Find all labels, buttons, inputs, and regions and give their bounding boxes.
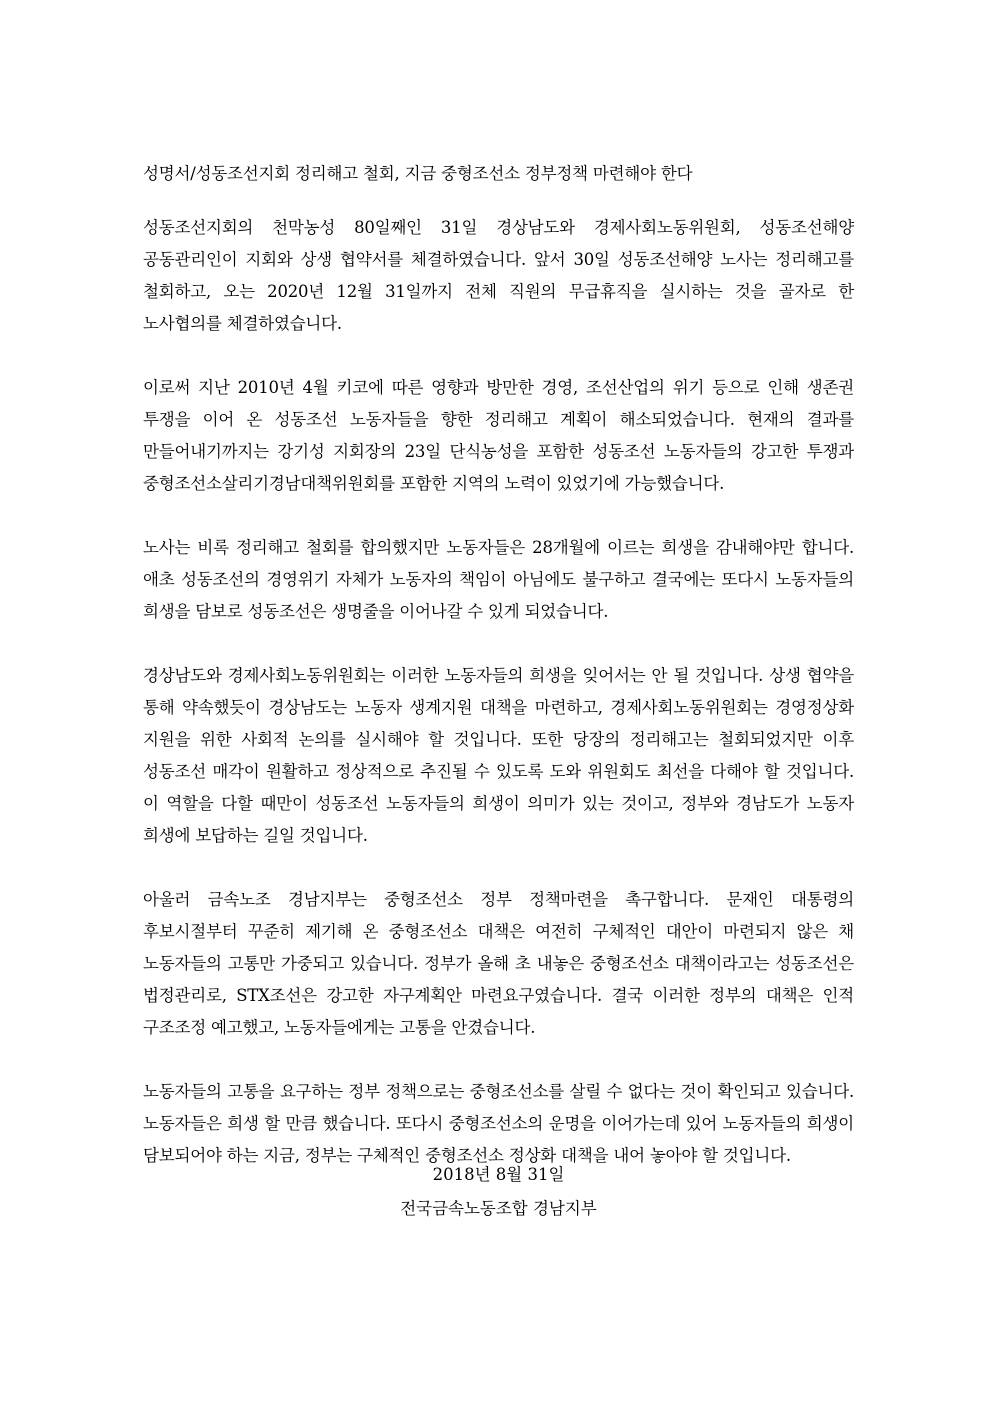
paragraph-background: 이로써 지난 2010년 4월 키코에 따른 영향과 방만한 경영, 조선산업의 위기 등으로 인해 생존권 투쟁을 이어 온 성동조선 노동자들을 향한 정리해고 계획이 해소되었습니다. 현재의 결과를 만들어내기까지는 강기성 지회장의 23일 단식농성을 포함한 성동조선 노동자들의 강고한 투쟁과 중형조선소살리기경남대책위원회를 포함한 지역의 노력이 있었기에 가능했습니다. bbox=[143, 378, 854, 493]
statement-signature: 전국금속노동조합 경남지부 bbox=[400, 1199, 597, 1218]
statement-date: 2018년 8월 31일 bbox=[432, 1165, 565, 1184]
paragraph-sacrifice: 노사는 비록 정리해고 철회를 합의했지만 노동자들은 28개월에 이르는 희생을 감내해야만 합니다. 애초 성동조선의 경영위기 자체가 노동자의 책임이 아님에도 불구하고 결국에는 또다시 노동자들의 희생을 담보로 성동조선은 생명줄을 이어나갈 수 있게 되었습니다. bbox=[143, 538, 854, 621]
paragraph-province-committee: 경상남도와 경제사회노동위원회는 이러한 노동자들의 희생을 잊어서는 안 될 것입니다. 상생 협약을 통해 약속했듯이 경상남도는 노동자 생계지원 대책을 마련하고, 경제사회노동위원회는 경영정상화 지원을 위한 사회적 논의를 실시해야 할 것입니다. 또한 당장의 정리해고는 철회되었지만 이후 성동조선 매각이 원활하고 정상적으로 추진될 수 있도록 도와 위원회도 최선을 다해야 할 것입니다. 이 역할을 다할 때만이 성동조선 노동자들의 희생이 의미가 있는 것이고, 정부와 경남도가 노동자 희생에 보답하는 길일 것입니다. bbox=[143, 666, 854, 845]
document-footer bbox=[143, 1158, 854, 1226]
paragraph-conclusion: 노동자들의 고통을 요구하는 정부 정책으로는 중형조선소를 살릴 수 없다는 것이 확인되고 있습니다. 노동자들은 희생 할 만큼 했습니다. 또다시 중형조선소의 운명을 이어가는데 있어 노동자들의 희생이 담보되어야 하는 지금, 정부는 구체적인 중형조선소 정상화 대책을 내어 놓아야 할 것입니다. bbox=[143, 1082, 854, 1165]
document-body bbox=[143, 158, 854, 1204]
paragraph-government-policy: 아울러 금속노조 경남지부는 중형조선소 정부 정책마련을 촉구합니다. 문재인 대통령의 후보시절부터 꾸준히 제기해 온 중형조선소 대책은 여전히 구체적인 대안이 마련되지 않은 채 노동자들의 고통만 가중되고 있습니다. 정부가 올해 초 내놓은 중형조선소 대책이라고는 성동조선은 법정관리로, STX조선은 강고한 자구계획안 마련요구였습니다. 결국 이러한 정부의 대책은 인적 구조조정 예고했고, 노동자들에게는 고통을 안겼습니다. bbox=[143, 890, 854, 1037]
paragraph-agreement: 성동조선지회의 천막농성 80일째인 31일 경상남도와 경제사회노동위원회, 성동조선해양 공동관리인이 지회와 상생 협약서를 체결하였습니다. 앞서 30일 성동조선해양 노사는 정리해고를 철회하고, 오는 2020년 12월 31일까지 전체 직원의 무급휴직을 실시하는 것을 골자로 한 노사협의를 체결하였습니다. bbox=[143, 218, 854, 333]
statement-title: 성명서/성동조선지회 정리해고 철회, 지금 중형조선소 정부정책 마련해야 한다 bbox=[143, 164, 693, 183]
